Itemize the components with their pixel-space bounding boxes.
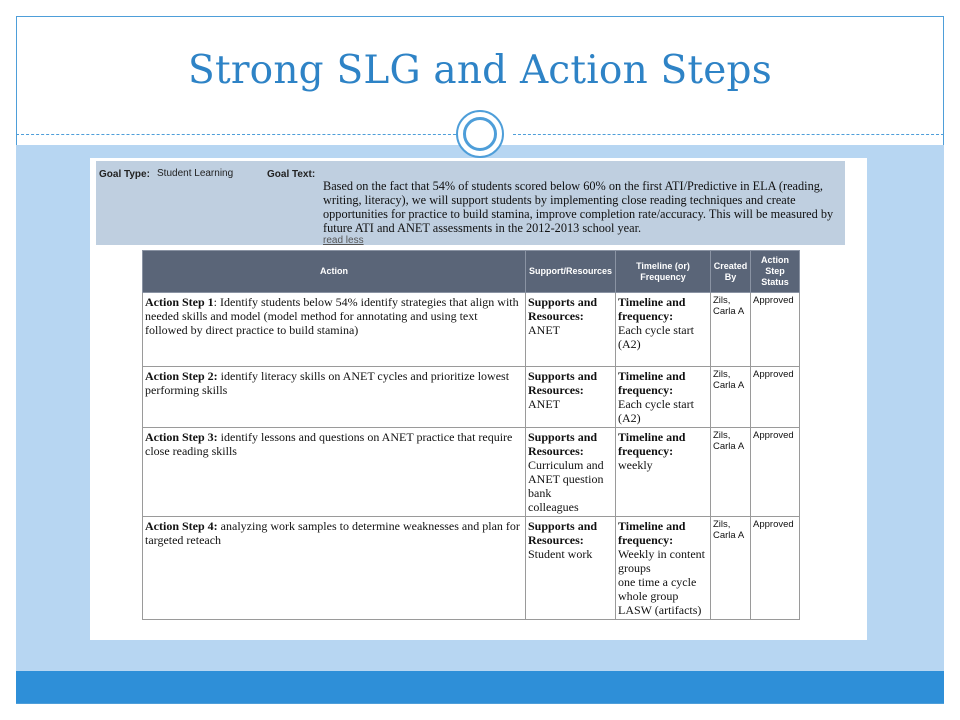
circle-ornament xyxy=(456,110,504,158)
timeline-cell: Timeline and frequency: Each cycle start (A2) xyxy=(616,367,711,428)
action-steps-table xyxy=(142,250,800,620)
status-cell: Approved xyxy=(751,293,800,367)
support-cell: Supports and Resources: ANET xyxy=(526,367,616,428)
support-cell: Supports and Resources: Curriculum and ANET question bank colleagues xyxy=(526,428,616,517)
timeline-cell: Timeline and frequency: weekly xyxy=(616,428,711,517)
action-cell: Action Step 4: analyzing work samples to determine weaknesses and plan for targeted reteach xyxy=(143,517,526,620)
created-by-cell: Zils, Carla A xyxy=(711,293,751,367)
header-created-by: Created By xyxy=(711,251,751,293)
embedded-screenshot xyxy=(90,158,867,640)
header-status: Action Step Status xyxy=(751,251,800,293)
created-by-cell: Zils, Carla A xyxy=(711,367,751,428)
goal-type-value: Student Learning xyxy=(157,168,234,179)
action-cell: Action Step 2: identify literacy skills on ANET cycles and prioritize lowest performing skills xyxy=(143,367,526,428)
goal-box xyxy=(96,161,845,245)
header-timeline: Timeline (or) Frequency xyxy=(616,251,711,293)
header-action: Action xyxy=(143,251,526,293)
divider-right xyxy=(513,134,944,135)
created-by-cell: Zils, Carla A xyxy=(711,428,751,517)
support-cell: Supports and Resources: ANET xyxy=(526,293,616,367)
table-row xyxy=(143,293,800,367)
action-cell: Action Step 3: identify lessons and questions on ANET practice that require close reading skills xyxy=(143,428,526,517)
action-cell: Action Step 1: Identify students below 54% identify strategies that align with needed skills and model (model method for annotating and using text followed by direct practice to build stamina) xyxy=(143,293,526,367)
slide-title: Strong SLG and Action Steps xyxy=(188,48,772,93)
bottom-bar xyxy=(16,671,944,703)
support-cell: Supports and Resources: Student work xyxy=(526,517,616,620)
table-header-row xyxy=(143,251,800,293)
timeline-cell: Timeline and frequency: Weekly in content groups one time a cycle whole group LASW (artifacts) xyxy=(616,517,711,620)
timeline-cell: Timeline and frequency: Each cycle start (A2) xyxy=(616,293,711,367)
divider-left xyxy=(16,134,461,135)
read-less-link[interactable]: read less xyxy=(323,235,364,246)
status-cell: Approved xyxy=(751,517,800,620)
status-cell: Approved xyxy=(751,428,800,517)
table-row xyxy=(143,428,800,517)
table-row xyxy=(143,367,800,428)
goal-text-label: Goal Text: xyxy=(267,169,316,180)
table-row xyxy=(143,517,800,620)
created-by-cell: Zils, Carla A xyxy=(711,517,751,620)
header-support: Support/Resources xyxy=(526,251,616,293)
goal-type-label: Goal Type: xyxy=(99,169,150,180)
goal-text: Based on the fact that 54% of students scored below 60% on the first ATI/Predictive in ELA (reading, writing, literacy), we will support students by implementing close reading techniques and create opportunities for practice to build stamina, improve completion rate/accuracy. This will be measured by future ATI and ANET assessments in the 2012-2013 school year. xyxy=(323,179,834,235)
status-cell: Approved xyxy=(751,367,800,428)
